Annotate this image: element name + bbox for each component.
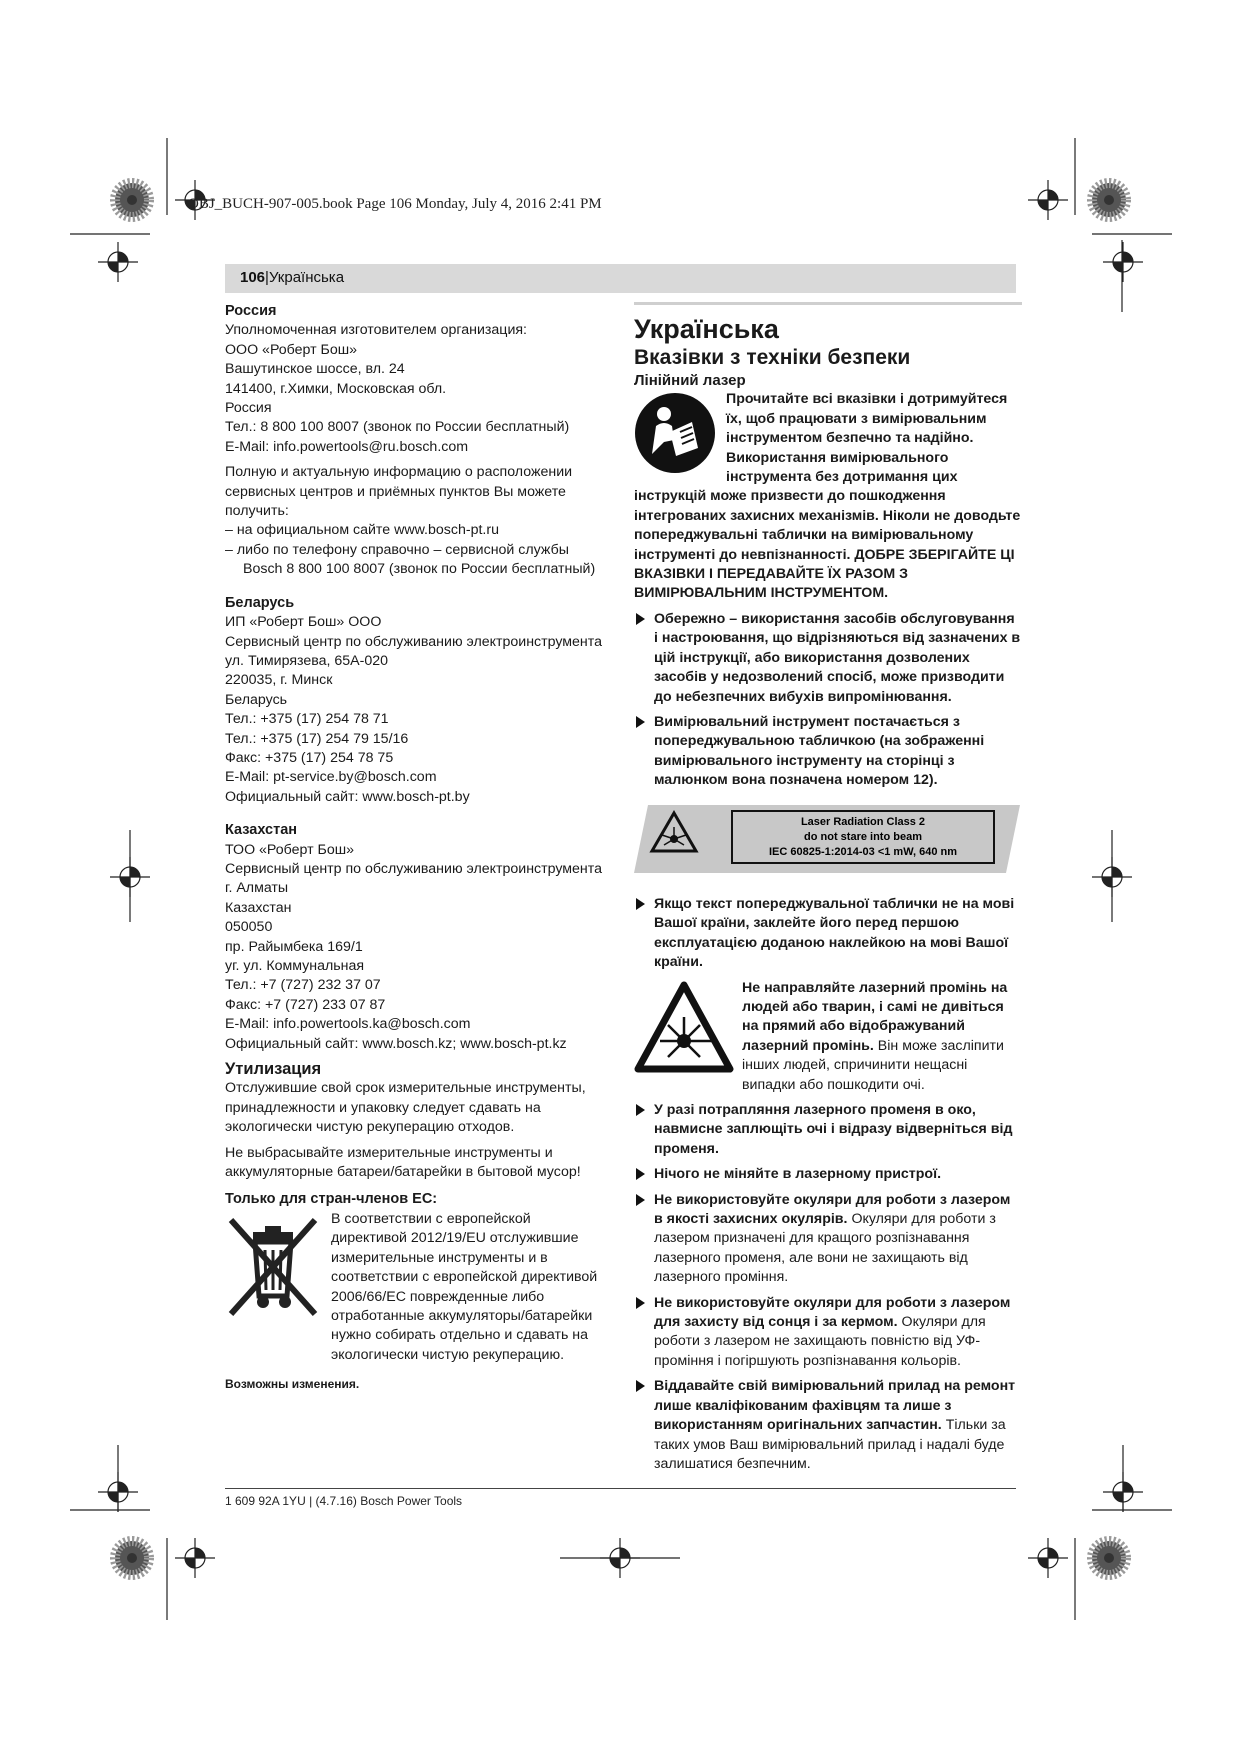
warn-bold: Не направляйте лазерний промінь на людей або тварин, і самі не дивіться на прямий або відображуваний лазерний промінь. bbox=[742, 979, 1008, 1054]
bullet-bold: Віддавайте свій вимірювальний прилад на ремонт лише кваліфікованим фахівцям та лише з використанням оригінальних запчастин. bbox=[654, 1378, 1016, 1434]
bullet-item bbox=[634, 895, 1022, 973]
text-line: ул. Тимирязева, 65А-020 bbox=[225, 652, 389, 669]
print-slug: OBJ_BUCH-907-005.book Page 106 Monday, July 4, 2016 2:41 PM bbox=[188, 196, 602, 212]
text-line: Официальный сайт: www.bosch-pt.by bbox=[225, 788, 470, 805]
eu-title: Только для стран-членов ЕС: bbox=[225, 1191, 438, 1208]
text-line: Россия bbox=[225, 400, 272, 417]
changes-note: Возможны изменения. bbox=[225, 1377, 360, 1392]
bullet-text: Якщо текст попереджувальної таблички не на мові Вашої країни, заклейте його перед першою експлуатацією доданою наклейкою на мові Вашої країни. bbox=[654, 895, 1015, 971]
text-line: ИП «Роберт Бош» ООО bbox=[225, 614, 382, 631]
bullet-arrow-icon bbox=[636, 716, 645, 728]
kazakhstan-section bbox=[225, 821, 610, 1054]
section-rule bbox=[634, 302, 1022, 305]
bullet-item bbox=[634, 1101, 1022, 1159]
bullet-item bbox=[634, 1294, 1022, 1372]
text-line: пр. Райымбека 169/1 bbox=[225, 938, 363, 955]
label-line-2: do not stare into beam bbox=[804, 830, 922, 843]
text-line: E-Mail: info.powertools.ka@bosch.com bbox=[225, 1016, 471, 1033]
bullet-arrow-icon bbox=[636, 1380, 645, 1392]
bullet-arrow-icon bbox=[636, 613, 645, 625]
bullet-text: Нічого не міняйте в лазерному пристрої. bbox=[654, 1166, 942, 1183]
page-footer: 1 609 92A 1YU | (4.7.16) Bosch Power Tools bbox=[225, 1494, 463, 1508]
footer-rule bbox=[225, 1488, 1016, 1489]
russia-title: Россия bbox=[225, 303, 277, 319]
text-line: Казахстан bbox=[225, 899, 292, 916]
laser-warning-block bbox=[634, 979, 1022, 1095]
russia-dash-2-cont: Bosch 8 800 100 8007 (звонок по России бесплатный) bbox=[243, 561, 596, 578]
text-line: г. Алматы bbox=[225, 880, 289, 897]
text-line: E-Mail: info.powertools@ru.bosch.com bbox=[225, 438, 469, 455]
eu-block bbox=[225, 1210, 610, 1365]
text-line: 141400, г.Химки, Московская обл. bbox=[225, 380, 447, 397]
bullet-text: Окуляри для роботи з лазером призначені для кращого розпізнавання лазерного променя, але вони не захищають від лазерного проміння. bbox=[654, 1211, 996, 1286]
bullet-arrow-icon bbox=[636, 1168, 645, 1180]
bullet-arrow-icon bbox=[636, 1297, 645, 1309]
bullet-item bbox=[634, 1377, 1022, 1474]
bullet-text: Обережно – використання засобів обслуговування і настроювання, що відрізняються від зазначених в цій інструкції, або використання дозволених засобів у недозволений спосіб, може призводити до небезпечних вибухів випромінювання. bbox=[654, 610, 1021, 705]
text-line: Вашутинское шоссе, вл. 24 bbox=[225, 361, 405, 378]
bullet-item bbox=[634, 713, 1022, 791]
text-line: ООО «Роберт Бош» bbox=[225, 341, 358, 358]
bullet-bold: Не використовуйте окуляри для роботи з лазером в якості захисних окулярів. bbox=[654, 1191, 1011, 1228]
read-manual-icon bbox=[634, 392, 716, 474]
text-line: ТОО «Роберт Бош» bbox=[225, 841, 355, 858]
laser-warning-label bbox=[634, 805, 1020, 873]
belarus-section bbox=[225, 594, 610, 807]
left-column bbox=[225, 302, 610, 1395]
disposal-title: Утилизация bbox=[225, 1060, 322, 1079]
text-line: Тел.: +375 (17) 254 78 71 bbox=[225, 711, 389, 728]
text-line: Тел.: 8 800 100 8007 (звонок по России бесплатный) bbox=[225, 419, 570, 436]
bullet-text: Окуляри для роботи з лазером не захищають повністю від УФ-проміння і погіршують розпізнавання кольорів. bbox=[654, 1314, 986, 1369]
belarus-title: Беларусь bbox=[225, 594, 295, 611]
bullet-arrow-icon bbox=[636, 1104, 645, 1116]
bullet-arrow-icon bbox=[636, 1194, 645, 1206]
laser-warning-icon bbox=[634, 979, 734, 1079]
bullet-item bbox=[634, 1165, 1022, 1184]
text-line: 220035, г. Минск bbox=[225, 672, 333, 689]
russia-dash-1: – на официальном сайте www.bosch-pt.ru bbox=[225, 522, 499, 539]
text-line: 050050 bbox=[225, 919, 273, 936]
bullet-item bbox=[634, 1191, 1022, 1288]
text-line: Уполномоченная изготовителем организация: bbox=[225, 322, 527, 339]
intro-block bbox=[634, 390, 1022, 603]
russia-section bbox=[225, 302, 610, 580]
text-line: уг. ул. Коммунальная bbox=[225, 958, 365, 974]
label-line-3: IEC 60825-1:2014-03 <1 mW, 640 nm bbox=[768, 845, 958, 858]
text-line: Факс: +375 (17) 254 78 75 bbox=[225, 749, 394, 766]
laser-subtitle: Лінійний лазер bbox=[634, 372, 746, 389]
disposal-p2: Не выбрасывайте измерительные инструменты и аккумуляторные батареи/батарейки в бытовой мусор! bbox=[225, 1144, 581, 1181]
header-separator: | bbox=[265, 269, 269, 286]
russia-dash-2: – либо по телефону справочно – сервисной службы bbox=[225, 541, 569, 558]
eu-text: В соответствии с европейской директивой 2012/19/EU отслужившие измерительные инструменты и в соответствии с европейской директивой 2006/66/EC поврежденные либо отработанные аккумуляторы/батарейки нужно собирать отдельно и сдавать на экологически чистую рекуперацию. bbox=[331, 1210, 598, 1363]
bullet-item bbox=[634, 610, 1022, 707]
right-column bbox=[634, 302, 1022, 1480]
text-line: Сервисный центр по обслуживанию электроинструмента bbox=[225, 860, 602, 877]
warn-text: Він може засліпити інших людей, спричинити нещасні випадки або пошкодити очі. bbox=[742, 1037, 1004, 1093]
safety-title: Вказівки з техніки безпеки bbox=[634, 346, 911, 369]
text-line: Тел.: +7 (727) 232 37 07 bbox=[225, 977, 381, 994]
bullet-text: У разі потрапляння лазерного променя в око, навмисне заплющіть очі і відразу відверніться від променя. bbox=[654, 1102, 1013, 1157]
bullet-arrow-icon bbox=[636, 898, 645, 910]
text-line: Тел.: +375 (17) 254 79 15/16 bbox=[225, 730, 409, 747]
text-line: Факс: +7 (727) 233 07 87 bbox=[225, 996, 386, 1013]
bullet-text: Вимірювальний інструмент постачається з попереджувальною табличкою (на зображенні вимірювального інструменту на сторінці з малюнком вона позначена номером 12). bbox=[654, 713, 985, 789]
russia-info: Полную и актуальную информацию о расположении сервисных центров и приёмных пунктов Вы можете получить: bbox=[225, 464, 573, 520]
intro-text: Прочитайте всі вказівки і дотримуйтеся їх, щоб працювати з вимірювальним інструментом безпечно та надійно. Використання вимірювального інструмента без дотримання цих інструкцій може призвести до пошкодження інтегрованих захисних механізмів. Ніколи не доводьте попереджувальні таблички на вимірювальному інструменті до невпізнанності. ДОБРЕ ЗБЕРІГАЙТЕ ЦІ ВКАЗІВКИ І ПЕРЕДАВАЙТЕ ЇХ РАЗОМ З ВИМІРЮВАЛЬНИМ ІНСТРУМЕНТОМ. bbox=[634, 391, 1021, 602]
label-line-1: Laser Radiation Class 2 bbox=[800, 815, 926, 828]
kazakhstan-title: Казахстан bbox=[225, 822, 298, 839]
text-line: Официальный сайт: www.bosch.kz; www.bosch-pt.kz bbox=[225, 1035, 567, 1052]
text-line: Беларусь bbox=[225, 691, 288, 708]
language-title: Українська bbox=[634, 314, 779, 344]
page-header bbox=[240, 269, 344, 286]
bullet-text: Тільки за таких умов Ваш вимірювальний прилад і надалі буде залишатися безпечним. bbox=[654, 1417, 1006, 1472]
page-number: 106 bbox=[240, 269, 266, 286]
weee-bin-icon bbox=[225, 1210, 321, 1320]
bullet-bold: Не використовуйте окуляри для роботи з лазером для захисту від сонця і за кермом. bbox=[654, 1294, 1011, 1331]
disposal-p1: Отслужившие свой срок измерительные инструменты, принадлежности и упаковку следует сдавать на экологически чистую рекуперацию отходов. bbox=[225, 1080, 586, 1136]
text-line: E-Mail: pt-service.by@bosch.com bbox=[225, 769, 437, 786]
header-language: Українська bbox=[268, 269, 345, 286]
text-line: Сервисный центр по обслуживанию электроинструмента bbox=[225, 633, 602, 650]
